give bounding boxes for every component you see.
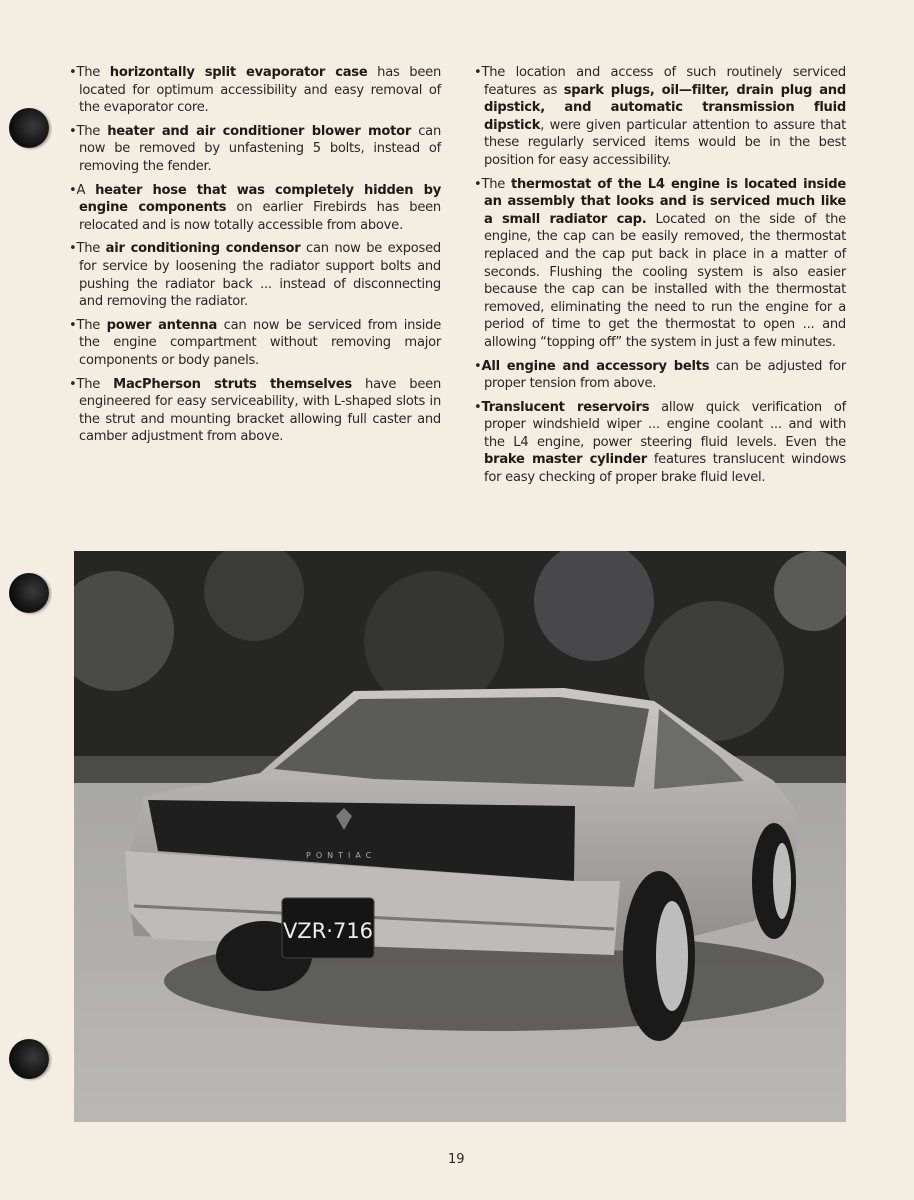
- body-text: , were given particular attention to assure that these regularly serviced items would be in the best position for easy accessibility.: [484, 117, 846, 168]
- body-text: has been located for optimum accessibility and easy removal of the evaporator core.: [79, 65, 441, 116]
- left-text-column: [69, 64, 441, 452]
- bold-text: All engine and accessory belts: [481, 358, 710, 374]
- bullet-paragraph: [69, 123, 441, 176]
- body-text: The: [76, 65, 110, 80]
- body-text: A: [76, 182, 96, 198]
- body-text: The: [76, 376, 114, 392]
- body-text: on earlier Firebirds has been relocated and is now totally accessible from above.: [79, 200, 441, 233]
- body-text: The: [76, 123, 108, 139]
- body-text: can now be exposed for service by loosening the radiator support bolts and pushing the radiator back ... instead of disconnecting and removing the radiator.: [79, 241, 441, 310]
- body-text: allow quick verification of proper windshield wiper ... engine coolant ... and with the L4 engine, power steering fluid levels. Even the: [484, 399, 846, 450]
- bullet-paragraph: [474, 399, 846, 487]
- binder-hole: [9, 108, 49, 148]
- bold-text: brake master cylinder: [484, 452, 647, 468]
- right-text-column: [474, 64, 846, 493]
- bullet-icon: •: [69, 65, 77, 80]
- body-text: can now be removed by unfastening 5 bolts, instead of removing the fender.: [79, 123, 441, 174]
- body-text: The: [76, 241, 106, 257]
- bullet-icon: •: [69, 317, 77, 333]
- bullet-paragraph: [474, 358, 846, 393]
- bold-text: power antenna: [106, 317, 218, 333]
- bullet-paragraph: [69, 317, 441, 370]
- bullet-paragraph: [474, 176, 846, 352]
- body-text: have been engineered for easy serviceability, with L-shaped slots in the strut and mounting bracket allowing full caster and camber adjustment from above.: [79, 376, 441, 445]
- body-text: can be adjusted for proper tension from above.: [484, 358, 846, 392]
- bold-text: horizontally split evaporator case: [109, 65, 368, 80]
- bold-text: MacPherson struts themselves: [113, 376, 352, 392]
- bullet-icon: •: [474, 358, 482, 374]
- bold-text: air conditioning condensor: [105, 241, 301, 257]
- body-text: can now be serviced from inside the engine compartment without removing major components or body panels.: [79, 317, 442, 368]
- bold-text: spark plugs, oil—filter, drain plug and dipstick, and automatic transmission fluid dipstick: [484, 82, 846, 133]
- car-photo: [74, 551, 846, 1122]
- bullet-icon: •: [474, 65, 482, 80]
- body-text: The: [481, 176, 511, 192]
- license-plate-text: VZR·716: [282, 919, 374, 943]
- binder-hole: [9, 1039, 49, 1079]
- bullet-icon: •: [69, 376, 77, 392]
- bullet-paragraph: [69, 376, 441, 446]
- page-number: 19: [448, 1152, 465, 1167]
- bold-text: thermostat of the L4 engine is located inside an assembly that looks and is serviced much like a small radiator cap.: [484, 176, 847, 227]
- bold-text: heater hose that was completely hidden by engine components: [79, 182, 441, 216]
- bullet-icon: •: [69, 182, 77, 198]
- body-text: Located on the side of the engine, the cap can be easily removed, the thermostat replaced and the cap put back in place in a matter of seconds. Flushing the cooling system is also easier because the cap can be installed with the thermostat removed, eliminating the need to run the engine for a period of time to get the thermostat to open ... and allowing “topping off” the system in just a few minutes.: [484, 211, 846, 350]
- body-text: The location and access of such routinely serviced features as: [481, 65, 846, 98]
- bullet-paragraph: [69, 64, 441, 117]
- binder-hole: [9, 573, 49, 613]
- bullet-paragraph: [474, 64, 846, 170]
- body-text: The: [76, 317, 107, 333]
- bullet-icon: •: [69, 241, 77, 257]
- bold-text: heater and air conditioner blower motor: [107, 123, 412, 139]
- bullet-paragraph: [69, 240, 441, 310]
- body-text: features translucent windows for easy checking of proper brake fluid level.: [484, 452, 846, 486]
- bullet-icon: •: [69, 123, 77, 139]
- bullet-icon: •: [474, 176, 482, 192]
- pontiac-badge: PONTIAC: [306, 851, 377, 860]
- bullet-icon: •: [474, 399, 482, 415]
- bold-text: Translucent reservoirs: [481, 399, 650, 415]
- bullet-paragraph: [69, 182, 441, 235]
